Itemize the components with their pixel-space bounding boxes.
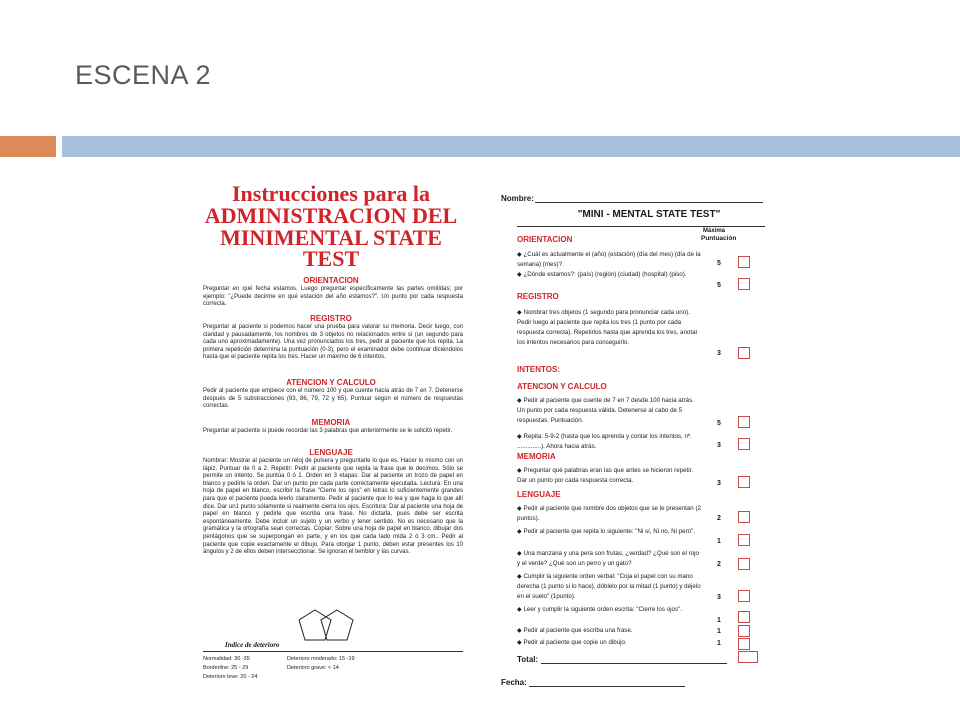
- date-line: [529, 686, 685, 687]
- test-form-page: [495, 188, 770, 693]
- accent-bar-blue: [62, 136, 960, 157]
- score-lenguaje-escribir: 1: [717, 628, 721, 635]
- item-lenguaje-copiar: ◆ Pedir al paciente que copie un dibujo.: [517, 639, 627, 646]
- score-orientacion-fecha: 5: [717, 260, 721, 267]
- checkbox-orientacion-lugar[interactable]: [738, 278, 750, 290]
- checkbox-lenguaje-orden-verbal[interactable]: [738, 590, 750, 602]
- index-divider: [203, 651, 463, 652]
- score-lenguaje-leer: 1: [717, 617, 721, 624]
- item-orientacion-lugar: ◆ ¿Dónde estamos?: (país) (región) (ciudad) (hospital) (piso).: [517, 271, 687, 278]
- pentagons-drawing: [295, 608, 375, 644]
- checkbox-atencion-repita[interactable]: [738, 438, 750, 450]
- item-atencion-calculo: ◆ Pedir al paciente que cuente de 7 en 7 desde 100 hacia atrás. Un punto por cada respuesta válida. Detenerse al cabo de 5 respuestas. Puntuación.: [517, 397, 694, 424]
- section-memoria: MEMORIA: [517, 452, 556, 461]
- name-label: Nombre:: [501, 194, 534, 203]
- total-line: [541, 663, 727, 664]
- section-heading-registro: REGISTRO: [310, 314, 352, 323]
- section-atencion: ATENCION Y CALCULO: [517, 382, 607, 391]
- section-orientacion: ORIENTACION: [517, 235, 573, 244]
- item-lenguaje-semejanzas: ◆ Una manzana y una pera son frutas, ¿verdad? ¿Qué son el rojo y el verde? ¿Qué son un perro y un gato?: [517, 550, 699, 567]
- section-text-memoria: Preguntar al paciente si puede recordar las 3 palabras que anteriormente se le solicitó repetir.: [203, 428, 453, 434]
- checkbox-registro[interactable]: [738, 347, 750, 359]
- section-lenguaje: LENGUAJE: [517, 490, 561, 499]
- item-lenguaje-orden-verbal: ◆ Cumplir la siguiente orden verbal: "Coja el papel con su mano derecha (1 punto si lo hace), dóblelo por la mitad (1 punto) y déjelo en el suelo" (1punto).: [517, 573, 701, 600]
- slide-title: ESCENA 2: [75, 60, 212, 90]
- section-text-lenguaje: Nombrar: Mostrar al paciente un reloj de pulsera y preguntarle lo que es. Hacer lo mismo con un lápiz. Puntuar de 0 a 2. Repetir: Pedir al paciente que repita la frase que le decimos. Sólo se permite un intento. Se puntúa 0 ó 1. Orden en 3 etapas: Dar al paciente un trozo de papel en blanco y pedirle la orden. Dar un punto por cada parte correctamente ejecutada. Lectura: En una hoja de papel en blanco, escribir la frase "Cierre los ojos" en letras lo suficientemente grandes para que el paciente pueda leerlo claramente. Pedir al paciente que lo lea y que haga lo que allí dice. Dar un1 punto sólamente si realmente cierra los ojos. Escritura: Dar al paciente una hoja de papel en blanco y pedirle que escriba una frase. No dictarla, pues debe ser escrita espontáneamente. Debe incluir un sujeto y un verbo y tener sentido. No es necesario que la gramática y la ortografía sean correctas. Copiar: Sobre una hoja de papel en blanco, dibujar dos pentágonos que se superpongan en parte, y en los que cada lado mida 2 ó 3 cm.. Pedir al paciente que copie exactamente el dibujo. Para otorgar 1 punto, deben estar presentes los 10 ángulos y 2 de ellos deben intersecctionar. Se ignoran el temblor y las curvas.: [203, 458, 463, 556]
- item-orientacion-fecha: ◆ ¿Cuál es actualmente el (año) (estación) (día del mes) (día de la semana) (mes)?.: [517, 251, 701, 268]
- total-box[interactable]: [738, 651, 758, 663]
- section-text-orientacion: Preguntar en qué fecha estamos. Luego preguntar específicamente las partes omitidas; por ejemplo: "¿Puede decirme en qué estación del año estamos?". Un punto por cada respuesta correcta.: [203, 286, 463, 308]
- checkbox-lenguaje-repetir[interactable]: [738, 534, 750, 546]
- item-lenguaje-escribir: ◆ Pedir al paciente que escriba una frase.: [517, 627, 633, 634]
- form-title: "MINI - MENTAL STATE TEST": [577, 209, 721, 220]
- index-item-leve: Deterioro leve: 20 - 24: [203, 674, 258, 680]
- instructions-title-line-3: MINIMENTAL STATE TEST: [220, 225, 442, 271]
- score-lenguaje-nombrar: 2: [717, 515, 721, 522]
- index-item-borderline: Borderline: 25 - 29: [203, 665, 249, 671]
- instructions-title-line-1: Instrucciones para la: [232, 181, 430, 206]
- checkbox-lenguaje-leer[interactable]: [738, 611, 750, 623]
- section-text-atencion: Pedir al paciente que empiece con el número 100 y que cuente hacia atrás de 7 en 7. Detenerse después de 5 substracciones (93, 86, 79, 72 y 65). Puntuar según el número de respuestas correctas.: [203, 388, 463, 410]
- section-heading-orientacion: ORIENTACION: [303, 276, 359, 285]
- checkbox-lenguaje-copiar[interactable]: [738, 638, 750, 650]
- index-item-grave: Deterioro grave: < 14: [287, 665, 339, 671]
- item-lenguaje-nombrar: ◆ Pedir al paciente que nombre dos objetos que se le presentan (2 puntos).: [517, 505, 701, 522]
- score-orientacion-lugar: 5: [717, 282, 721, 289]
- section-intentos: INTENTOS:: [517, 365, 560, 374]
- accent-bar-orange: [0, 136, 56, 157]
- score-lenguaje-semejanzas: 2: [717, 561, 721, 568]
- index-item-moderado: Deterioro moderado: 15 -19: [287, 656, 355, 662]
- checkbox-lenguaje-nombrar[interactable]: [738, 511, 750, 523]
- checkbox-lenguaje-escribir[interactable]: [738, 625, 750, 637]
- index-heading: Indice de deterioro: [225, 641, 280, 649]
- section-heading-lenguaje: LENGUAJE: [309, 448, 353, 457]
- score-registro: 3: [717, 350, 721, 357]
- section-registro: REGISTRO: [517, 292, 559, 301]
- item-lenguaje-repetir: ◆ Pedir al paciente que repita lo siguiente: "Ni sí, Ni no, Ni pero".: [517, 528, 696, 535]
- section-heading-memoria: MEMORIA: [311, 418, 351, 427]
- section-heading-atencion: ATENCION Y CALCULO: [286, 378, 376, 387]
- max-label: Máxima: [703, 228, 726, 234]
- checkbox-atencion-calculo[interactable]: [738, 416, 750, 428]
- item-memoria: ◆ Preguntar qué palabras eran las que antes se hicieron repetir. Dar un punto por cada respuesta correcta.: [517, 467, 694, 484]
- score-lenguaje-orden-verbal: 3: [717, 594, 721, 601]
- score-lenguaje-repetir: 1: [717, 538, 721, 545]
- score-label: Puntuación: [701, 235, 737, 242]
- date-label: Fecha:: [501, 678, 527, 687]
- title-divider: [517, 226, 765, 227]
- score-atencion-repita: 3: [717, 442, 721, 449]
- checkbox-orientacion-fecha[interactable]: [738, 256, 750, 268]
- total-label: Total:: [517, 655, 539, 664]
- item-atencion-repita: ◆ Repita: 5-9-2 (hasta que los aprenda y contar los intentos, nº. ..............). Ahora hacia atrás.: [517, 433, 692, 450]
- instructions-page: [195, 180, 467, 690]
- item-lenguaje-leer: ◆ Leer y cumplir la siguiente orden escrita: "Cierre los ojos".: [517, 606, 682, 613]
- item-registro: ◆ Nombrar tres objetos (1 segundo para pronunciar cada uno). Pedir luego al paciente que repita los tres (1 punto por cada respuesta correcta). Repetirlos hasta que aprenda los tres, anotar los intentos necesarios para conseguirlo.: [517, 309, 698, 346]
- score-atencion-calculo: 5: [717, 420, 721, 427]
- checkbox-memoria[interactable]: [738, 476, 750, 488]
- name-line: [535, 202, 763, 203]
- section-text-registro: Preguntar al paciente si podemos hacer una prueba para valorar su memoria. Decir luego, con claridad y pausadamente, los nombres de 3 objetos no relacionados entre sí (un segundo para cada uno aproximadamente). Una vez pronunciados los tres, pedir al paciente que los repita. La primera repetición determina la puntuación (0-3), pero el examinador debe continuar diciéndolos hasta que el paciente repita los tres. Hacer un máximo de 6 intentos.: [203, 324, 463, 361]
- score-memoria: 3: [717, 480, 721, 487]
- index-item-normalidad: Normalidad: 30 -35: [203, 656, 250, 662]
- checkbox-lenguaje-semejanzas[interactable]: [738, 558, 750, 570]
- score-lenguaje-copiar: 1: [717, 640, 721, 647]
- instructions-title-line-2: ADMINISTRACION DEL: [204, 203, 458, 228]
